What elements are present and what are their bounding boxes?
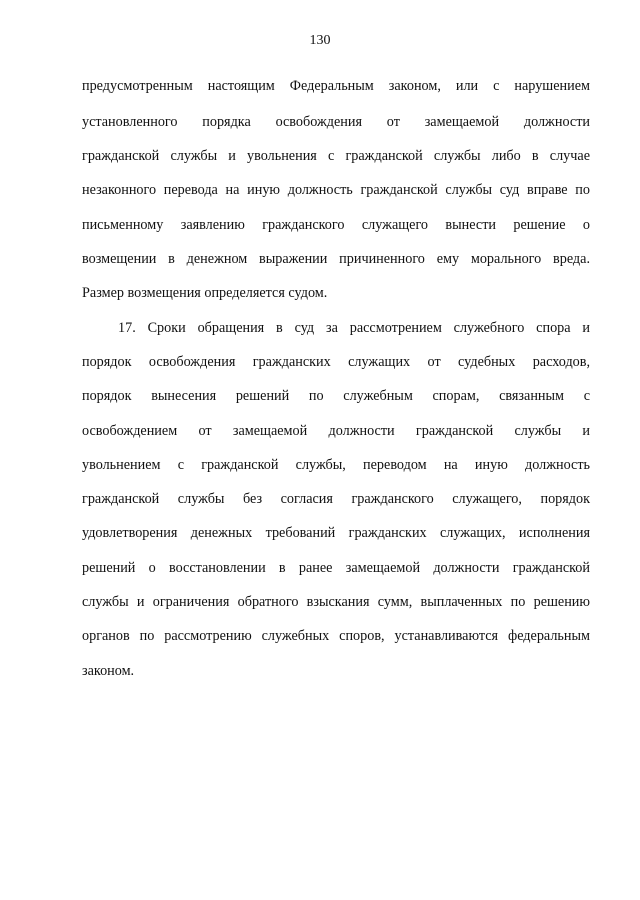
paragraph-2-line-2: порядок освобождения гражданских служащих от судебных расходов, <box>82 354 590 370</box>
paragraph-2-line-7: удовлетворения денежных требований гражданских служащих, исполнения <box>82 525 590 541</box>
paragraph-2-line-3: порядок вынесения решений по служебным спорам, связанным с <box>82 388 590 404</box>
paragraph-1-line-2: установленного порядка освобождения от замещаемой должности <box>82 114 590 130</box>
paragraph-1-line-6: возмещении в денежном выражении причиненного ему морального вреда. <box>82 251 590 267</box>
paragraph-1-line-3: гражданской службы и увольнения с гражданской службы либо в случае <box>82 148 590 164</box>
paragraph-2-line-6: гражданской службы без согласия гражданского служащего, порядок <box>82 491 590 507</box>
paragraph-1-line-1: предусмотренным настоящим Федеральным законом, или с нарушением <box>82 78 590 94</box>
paragraph-2-line-1: 17. Сроки обращения в суд за рассмотрением служебного спора и <box>118 320 590 336</box>
page-number: 130 <box>309 33 331 48</box>
paragraph-2-line-5: увольнением с гражданской службы, переводом на иную должность <box>82 457 590 473</box>
paragraph-2-line-10: органов по рассмотрению служебных споров, устанавливаются федеральным <box>82 628 590 644</box>
paragraph-1-line-7: Размер возмещения определяется судом. <box>82 285 328 301</box>
paragraph-2-line-9: службы и ограничения обратного взыскания сумм, выплаченных по решению <box>82 594 590 610</box>
paragraph-1-line-4: незаконного перевода на иную должность гражданской службы суд вправе по <box>82 182 590 198</box>
paragraph-2-line-8: решений о восстановлении в ранее замещаемой должности гражданской <box>82 560 590 576</box>
paragraph-2-line-4: освобождением от замещаемой должности гражданской службы и <box>82 423 590 439</box>
paragraph-2-line-11: законом. <box>82 663 135 679</box>
paragraph-1-line-5: письменному заявлению гражданского служащего вынести решение о <box>82 217 590 233</box>
